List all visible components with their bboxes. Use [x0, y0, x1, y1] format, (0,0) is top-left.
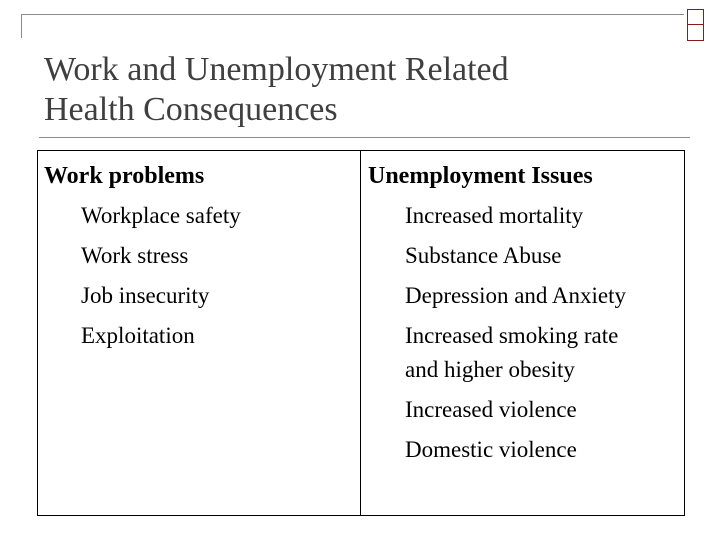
list-item-line: Increased smoking rate [405, 323, 619, 348]
list-item: Increased violence [405, 397, 577, 422]
decorative-square-icon [687, 24, 704, 41]
column-header-work-problems: Work problems [44, 163, 205, 189]
list-item: Depression and Anxiety [405, 283, 627, 308]
content-table [37, 150, 685, 516]
list-item: Increased mortality [405, 203, 584, 228]
title-underline [39, 137, 690, 138]
slide-top-rule [21, 14, 684, 38]
column-header-unemployment-issues: Unemployment Issues [368, 163, 593, 189]
slide-title-line-2: Health Consequences [44, 91, 338, 128]
slide-title-line-1: Work and Unemployment Related [44, 51, 509, 88]
list-item: Work stress [81, 243, 189, 268]
list-item: Substance Abuse [405, 243, 562, 268]
slide-title [44, 50, 684, 130]
list-item: Workplace safety [81, 203, 241, 228]
column-divider [360, 151, 361, 515]
list-item: Domestic violence [405, 437, 577, 462]
unemployment-issues-column [368, 159, 680, 467]
list-item: Job insecurity [81, 283, 210, 308]
work-problems-column [44, 159, 354, 353]
slide-left-rule [21, 14, 22, 38]
list-item: Exploitation [81, 323, 195, 348]
list-item-line: and higher obesity [405, 357, 575, 382]
list-item [368, 319, 680, 387]
